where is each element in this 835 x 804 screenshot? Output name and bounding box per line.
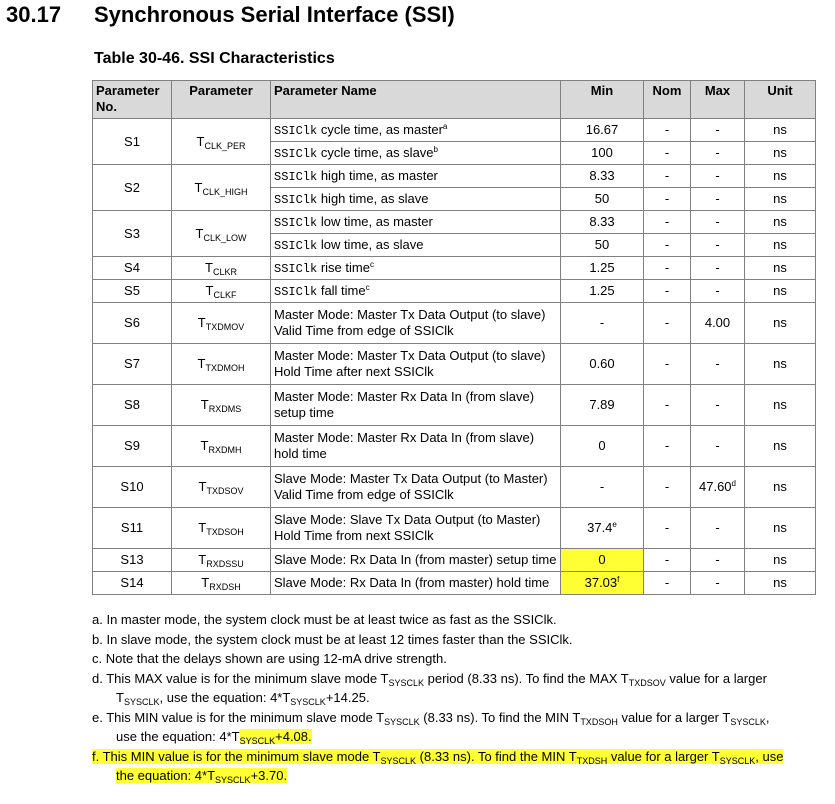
note-e [92,708,822,747]
max-cell [691,344,745,385]
footnote-ref: e [612,520,617,529]
note-f-text: f. This MIN value is for the minimum slave mode T [92,748,381,764]
param-name-cell [271,165,561,188]
param-no-cell: S9 [93,426,172,467]
param-symbol-subscript: TXDMOV [205,322,245,332]
min-cell [561,572,644,595]
param-name-cell [271,549,561,572]
nom-cell: - [644,280,691,303]
param-symbol-subscript: TXDSOH [206,527,244,537]
param-symbol-cell [172,385,271,426]
param-no-cell: S5 [93,280,172,303]
note-d-sub: SYSCLK [290,697,326,707]
min-value: 0 [598,552,606,567]
param-name-text: low time, as master [317,213,433,229]
max-value: - [715,520,720,535]
min-value: 100 [591,145,613,160]
param-name-cell [271,188,561,211]
max-value: - [715,397,720,412]
param-symbol: T [196,133,205,149]
footnote-ref: c [365,282,370,292]
header-param: Parameter [172,81,271,119]
param-name-text: cycle time, as slave [317,144,434,160]
note-f-text: value for a larger T [607,748,720,764]
note-d-text: , use the equation: 4*T [159,690,291,705]
footnote-ref: d [731,479,736,488]
header-unit: Unit [745,81,816,119]
param-symbol-cell [172,119,271,165]
unit-cell: ns [745,165,816,188]
max-value: 47.60 [699,479,732,494]
param-symbol-subscript: CLKF [213,290,237,300]
note-e-text: (8.33 ns). To find the MIN T [419,709,581,725]
min-cell [561,344,644,385]
min-value: 7.89 [589,397,615,412]
max-value: 4.00 [704,315,731,330]
note-d-text: d. This MAX value is for the minimum slave mode T [92,670,389,686]
param-no-cell: S3 [93,211,172,257]
param-symbol: T [195,225,204,241]
param-name-text: low time, as slave [317,236,424,252]
ssi-characteristics-table [92,80,816,595]
param-name-cell [271,303,561,344]
table-row [93,257,816,280]
param-symbol-subscript: RXDSH [209,582,241,592]
param-name-text: Master Mode: Master Tx Data Output (to slave) Valid Time from edge of SSIClk [274,307,546,338]
param-symbol-cell [172,257,271,280]
param-name-text: Slave Mode: Rx Data In (from master) hold time [274,575,550,590]
min-cell [561,142,644,165]
param-symbol: T [205,283,214,298]
param-no-cell: S11 [93,508,172,549]
param-symbol-subscript: CLK_HIGH [202,186,248,197]
param-no-cell: S8 [93,385,172,426]
note-e-text: , [765,709,770,725]
section-number: 30.17 [6,2,62,27]
footnote-ref: c [369,259,374,269]
max-value: - [715,168,720,183]
note-f-text: +3.70. [250,768,288,783]
note-d-sub: SYSCLK [123,697,160,707]
note-d-text: T [116,690,124,705]
param-symbol-subscript: RXDMH [208,445,242,455]
max-cell [691,467,745,508]
param-symbol: T [200,397,209,412]
param-symbol-subscript: CLK_PER [204,140,246,151]
unit-cell: ns [745,467,816,508]
param-symbol-cell [172,572,271,595]
min-value: 50 [594,191,610,206]
nom-cell: - [644,344,691,385]
param-name-text: rise time [317,259,370,275]
note-d [92,669,822,708]
param-name-text: Slave Mode: Slave Tx Data Output (to Master) Hold Time from next SSIClk [274,512,541,543]
min-value: 0.60 [589,356,615,371]
signal-name: SSIClk [274,261,318,276]
max-cell [691,142,745,165]
max-value: - [715,260,720,275]
param-name-cell [271,508,561,549]
note-f-sub: SYSCLK [380,755,417,766]
footnote-ref: a [442,121,448,131]
nom-cell: - [644,257,691,280]
param-symbol: T [198,520,207,535]
unit-cell: ns [745,572,816,595]
nom-cell: - [644,467,691,508]
param-name-cell [271,426,561,467]
param-symbol-subscript: TXDMOH [205,363,245,373]
max-cell [691,508,745,549]
table-caption: Table 30-46. SSI Characteristics [94,50,335,67]
unit-cell: ns [745,142,816,165]
min-value: 37.4 [587,520,613,535]
min-cell [561,467,644,508]
param-name-text: Slave Mode: Rx Data In (from master) setup time [274,552,557,567]
min-value: - [599,479,605,494]
param-name-text: high time, as slave [317,190,429,206]
param-name-cell [271,572,561,595]
param-name-text: Master Mode: Master Rx Data In (from slave) setup time [274,389,535,420]
max-value: - [715,552,720,567]
max-cell [691,188,745,211]
param-symbol: T [198,552,207,567]
note-f-sub: TXDSH [576,755,608,766]
max-cell [691,426,745,467]
min-cell [561,119,644,142]
max-value: - [715,356,720,371]
param-symbol-subscript: RXDMS [208,404,242,414]
unit-cell: ns [745,211,816,234]
table-row [93,549,816,572]
nom-cell: - [644,572,691,595]
min-value: 1.25 [589,260,615,275]
note-f-sub: SYSCLK [719,755,756,766]
nom-cell: - [644,549,691,572]
note-e-text: use the equation: 4*T [116,729,240,744]
signal-name: SSIClk [274,169,318,184]
table-row [93,119,816,142]
param-no-cell: S7 [93,344,172,385]
min-cell [561,508,644,549]
note-e-sub: SYSCLK [239,736,276,746]
nom-cell: - [644,385,691,426]
note-d-sub: TXDSOV [628,677,666,688]
table-header-row [93,81,816,119]
max-cell [691,385,745,426]
footnote-ref: f [617,575,620,584]
param-name-cell [271,467,561,508]
min-value: 8.33 [589,168,615,183]
max-cell [691,211,745,234]
min-cell [561,234,644,257]
min-cell [561,188,644,211]
nom-cell: - [644,234,691,257]
note-d-sub: SYSCLK [388,677,424,688]
table-notes [92,610,822,786]
param-name-cell [271,142,561,165]
param-name-text: high time, as master [317,167,438,183]
param-no-cell: S14 [93,572,172,595]
unit-cell: ns [745,188,816,211]
min-cell [561,303,644,344]
min-cell [561,426,644,467]
unit-cell: ns [745,508,816,549]
note-f [92,747,822,786]
note-d-text: value for a larger [665,670,767,686]
param-symbol: T [194,179,203,195]
nom-cell: - [644,188,691,211]
param-name-cell [271,344,561,385]
note-e-text: e. This MIN value is for the minimum slave mode T [92,709,385,725]
param-symbol-cell [172,426,271,467]
signal-name: SSIClk [274,215,318,230]
max-value: - [715,438,720,453]
table-row [93,344,816,385]
param-no-cell: S1 [93,119,172,165]
header-param-name: Parameter Name [271,81,561,119]
table-row [93,467,816,508]
param-symbol-cell [172,549,271,572]
table-row [93,280,816,303]
signal-name: SSIClk [274,284,318,299]
param-symbol-cell [172,211,271,257]
note-d-text: period (8.33 ns). To find the MAX T [424,670,629,686]
min-value: - [599,315,605,330]
min-value: 1.25 [589,283,615,298]
note-f-sub: SYSCLK [215,775,251,785]
table-row [93,211,816,234]
table-row [93,508,816,549]
signal-name: SSIClk [274,192,318,207]
header-min: Min [561,81,644,119]
table-row [93,426,816,467]
note-e-sub: SYSCLK [730,716,766,727]
max-cell [691,549,745,572]
min-value: 37.03 [584,575,618,590]
signal-name: SSIClk [274,146,318,161]
param-symbol-subscript: CLKR [212,267,237,277]
param-name-cell [271,257,561,280]
table-body [93,119,816,595]
note-c: c. Note that the delays shown are using 12-mA drive strength. [92,651,447,666]
unit-cell: ns [745,426,816,467]
max-value: - [715,237,720,252]
min-cell [561,211,644,234]
max-cell [691,280,745,303]
note-f-text: (8.33 ns). To find the MIN T [416,748,577,764]
param-name-cell [271,280,561,303]
table-row [93,165,816,188]
param-name-cell [271,119,561,142]
note-d-text: +14.25. [325,690,370,705]
table-row [93,303,816,344]
max-value: - [715,283,720,298]
section-title: Synchronous Serial Interface (SSI) [94,2,455,27]
unit-cell: ns [745,344,816,385]
note-e-sub: TXDSOH [580,716,618,727]
nom-cell: - [644,165,691,188]
param-symbol-cell [172,467,271,508]
min-cell [561,549,644,572]
param-symbol: T [200,438,209,453]
param-symbol-cell [172,280,271,303]
param-symbol: T [201,575,210,590]
param-symbol-cell [172,303,271,344]
param-name-text: cycle time, as master [317,121,443,137]
note-f-text: , use [755,748,784,764]
nom-cell: - [644,142,691,165]
signal-name: SSIClk [274,238,318,253]
table-row [93,385,816,426]
min-cell [561,165,644,188]
param-no-cell: S10 [93,467,172,508]
param-symbol-subscript: CLK_LOW [203,232,247,243]
note-b: b. In slave mode, the system clock must be at least 12 times faster than the SSIClk. [92,631,573,647]
param-no-cell: S13 [93,549,172,572]
param-name-cell [271,211,561,234]
max-cell [691,303,745,344]
max-value: - [715,214,720,229]
min-cell [561,257,644,280]
param-name-cell [271,234,561,257]
max-cell [691,119,745,142]
signal-name: SSIClk [274,123,318,138]
param-symbol-subscript: TXDSOV [206,486,244,496]
unit-cell: ns [745,119,816,142]
param-symbol-cell [172,165,271,211]
header-max: Max [691,81,745,119]
max-cell [691,234,745,257]
nom-cell: - [644,119,691,142]
max-cell [691,165,745,188]
nom-cell: - [644,211,691,234]
max-value: - [715,145,720,160]
unit-cell: ns [745,385,816,426]
min-value: 0 [598,438,606,453]
note-e-sub: SYSCLK [384,716,420,727]
min-value: 50 [594,237,610,252]
param-no-cell: S2 [93,165,172,211]
param-symbol-cell [172,344,271,385]
max-value: - [715,191,720,206]
note-f-text: the equation: 4*T [116,768,216,783]
param-symbol: T [198,479,207,494]
note-e-text: value for a larger T [617,709,731,725]
param-symbol: T [197,315,206,330]
unit-cell: ns [745,257,816,280]
max-cell [691,572,745,595]
footnote-ref: b [433,144,438,154]
max-value: - [715,575,720,590]
nom-cell: - [644,426,691,467]
param-symbol-subscript: RXDSSU [206,559,244,569]
param-name-text: fall time [317,282,366,298]
param-symbol: T [205,260,213,275]
param-symbol-cell [172,508,271,549]
param-name-cell [271,385,561,426]
param-symbol: T [197,356,206,371]
header-param-no: Parameter No. [93,81,172,119]
min-value: 8.33 [589,214,615,229]
unit-cell: ns [745,280,816,303]
param-no-cell: S6 [93,303,172,344]
param-name-text: Master Mode: Master Rx Data In (from slave) hold time [274,430,535,461]
param-name-text: Master Mode: Master Tx Data Output (to slave) Hold Time after next SSIClk [274,348,546,379]
min-cell [561,280,644,303]
min-cell [561,385,644,426]
unit-cell: ns [745,303,816,344]
note-e-text: +4.08. [275,729,312,744]
header-nom: Nom [644,81,691,119]
unit-cell: ns [745,549,816,572]
nom-cell: - [644,508,691,549]
note-a: a. In master mode, the system clock must be at least twice as fast as the SSIClk. [92,612,557,627]
param-name-text: Slave Mode: Master Tx Data Output (to Master) Valid Time from edge of SSIClk [274,471,548,502]
nom-cell: - [644,303,691,344]
max-cell [691,257,745,280]
min-value: 16.67 [585,122,619,137]
unit-cell: ns [745,234,816,257]
max-value: - [715,122,720,137]
param-no-cell: S4 [93,257,172,280]
table-row [93,572,816,595]
